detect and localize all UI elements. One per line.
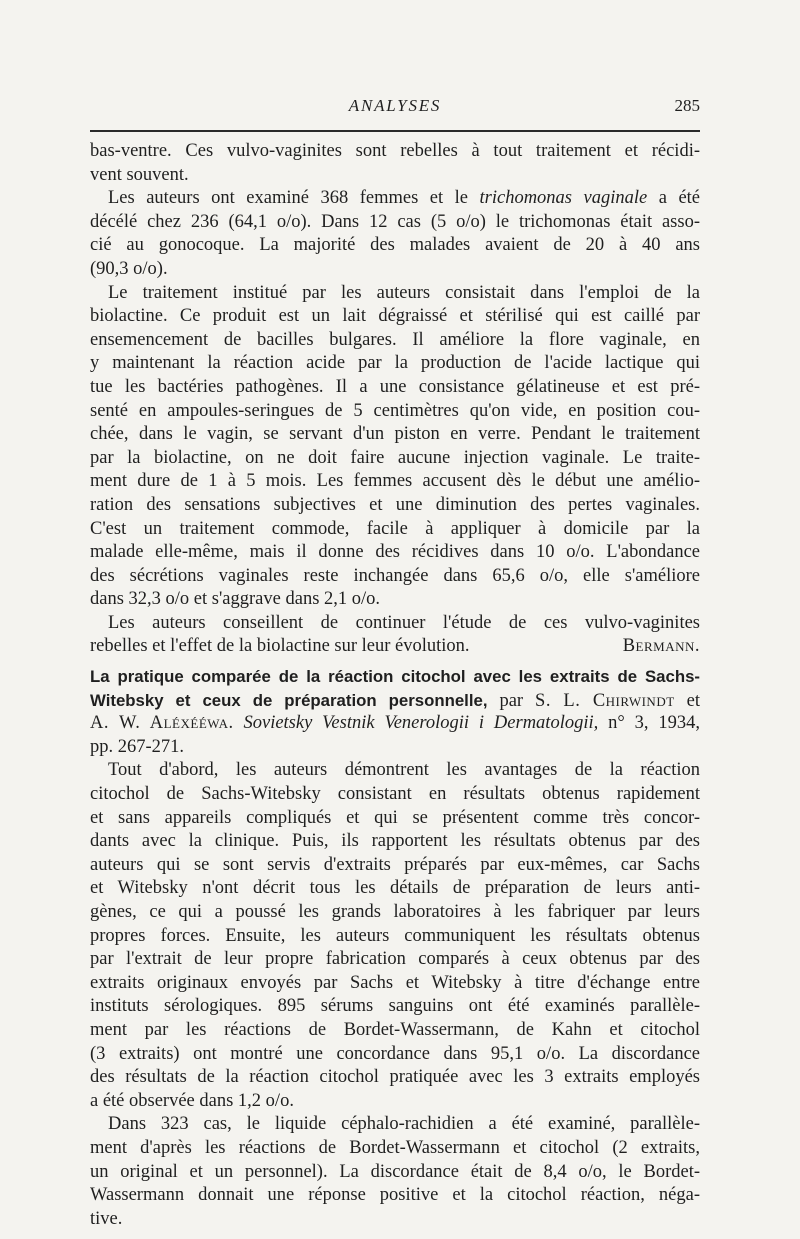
text-line: vent souvent. — [90, 164, 189, 185]
text-line: y maintenant la réaction acide par la production de l'acide lactique qui — [90, 353, 700, 374]
text-line: extraits originaux envoyés par Sachs et Witebsky à titre d'échange entre — [90, 972, 700, 993]
text-line: chée, dans le vagin, se servant d'un piston en verre. Pendant le traitement — [90, 424, 700, 445]
text-line: auteurs qui se sont servis d'extraits préparés par eux-mêmes, car Sachs — [90, 854, 700, 875]
text-line: citochol de Sachs-Witebsky consistant en résultats obtenus rapidement — [90, 784, 700, 805]
text-line: malade elle-même, mais il donne des récidives dans 10 o/o. L'abondance — [90, 542, 700, 563]
page-body — [90, 140, 700, 1231]
text-line: ration des sensations subjectives et une diminution des pertes vaginales. — [90, 494, 700, 515]
text-line: tive. — [90, 1208, 123, 1229]
article-title-line: Witebsky et ceux de préparation personnelle, par S. L. Chirwindt et — [90, 690, 700, 711]
text-line: C'est un traitement commode, facile à appliquer à domicile par la — [90, 518, 700, 539]
text-line: Tout d'abord, les auteurs démontrent les avantages de la réaction — [108, 760, 700, 781]
text-line: dants avec la clinique. Puis, ils rapportent les résultats obtenus par des — [90, 831, 700, 852]
author-name: A. W. Aléxééwa. — [90, 713, 234, 734]
text-line: et sans appareils compliqués et qui se présentent comme très concor- — [90, 807, 700, 828]
text-line: des sécrétions vaginales reste inchangée dans 65,6 o/o, elle s'améliore — [90, 565, 700, 586]
text-line: dans 32,3 o/o et s'aggrave dans 2,1 o/o. — [90, 589, 381, 610]
citation-line: pp. 267-271. — [90, 736, 185, 757]
article-title-line: La pratique comparée de la réaction citochol avec les extraits de Sachs- — [90, 667, 700, 687]
text-line: Wassermann donnait une réponse positive et la citochol réaction, néga- — [90, 1185, 700, 1206]
text-line: ment dure de 1 à 5 mois. Les femmes accusent dès le début une amélio- — [90, 471, 700, 492]
text-line: Les auteurs ont examiné 368 femmes et le trichomonas vaginale a été — [108, 188, 701, 209]
text-line: bas-ventre. Ces vulvo-vaginites sont rebelles à tout traitement et récidi- — [90, 141, 700, 161]
text-line: cié au gonocoque. La majorité des malades avaient de 20 à 40 ans — [90, 235, 700, 256]
text-line: propres forces. Ensuite, les auteurs communiquent les résultats obtenus — [90, 925, 700, 946]
author-name: S. L. Chirwindt — [535, 690, 675, 711]
citation-line: A. W. Aléxééwa. Sovietsky Vestnik Venerologii i Dermatologii, n° 3, 1934, — [90, 713, 700, 734]
text-line: tue les bactéries pathogènes. Il a une consistance gélatineuse et est pré- — [90, 376, 700, 397]
text-line: par la biolactine, on ne doit faire aucune injection vaginale. Le traite- — [90, 447, 700, 468]
running-title: ANALYSES — [348, 96, 442, 115]
reviewer-signature: Bermann. — [622, 636, 700, 657]
journal-name: Sovietsky Vestnik Venerologii i Dermatologii, — [243, 713, 599, 734]
text-line: (3 extraits) ont montré une concordance dans 95,1 o/o. La discordance — [90, 1043, 700, 1064]
running-head — [90, 96, 700, 124]
text-line: ment d'après les réactions de Bordet-Wassermann et citochol (2 extraits, — [90, 1137, 700, 1158]
text-line: Les auteurs conseillent de continuer l'étude de ces vulvo-vaginites — [108, 612, 700, 633]
text-line: des résultats de la réaction citochol pratiquée avec les 3 extraits employés — [90, 1067, 700, 1088]
text-line: a été observée dans 1,2 o/o. — [90, 1090, 294, 1111]
text-line: ment par les réactions de Bordet-Wassermann, de Kahn et citochol — [90, 1019, 700, 1040]
text-line: gènes, ce qui a poussé les grands laboratoires à les fabriquer par leurs — [90, 902, 700, 922]
species-name: trichomonas vaginale — [479, 188, 648, 209]
text-line: ensemencement de bacilles bulgares. Il améliore la flore vaginale, en — [90, 329, 700, 350]
text-line: Dans 323 cas, le liquide céphalo-rachidien a été examiné, parallèle- — [108, 1114, 700, 1135]
text-line: et Witebsky n'ont décrit tous les détails de préparation de leurs anti- — [90, 878, 700, 899]
text-line: Le traitement institué par les auteurs consistait dans l'emploi de la — [108, 282, 700, 303]
text-line: par l'extrait de leur propre fabrication comparés à ceux obtenus par des — [90, 949, 700, 970]
header-rule — [90, 130, 700, 132]
text-line: un original et un personnel). La discordance était de 8,4 o/o, le Bordet- — [90, 1161, 700, 1182]
text-line: biolactine. Ce produit est un lait dégraissé et stérilisé qui est caillé par — [90, 306, 700, 327]
text-line: rebelles et l'effet de la biolactine sur leur évolution. Bermann. — [90, 635, 700, 659]
text-line: décélé chez 236 (64,1 o/o). Dans 12 cas (5 o/o) le trichomonas était asso- — [90, 211, 700, 232]
page-number: 285 — [674, 96, 700, 115]
text-line: (90,3 o/o). — [90, 258, 168, 279]
text-line: senté en ampoules-seringues de 5 centimètres qu'on vide, en position cou- — [90, 400, 700, 421]
text-line: instituts sérologiques. 895 sérums sanguins ont été examinés parallèle- — [90, 996, 700, 1017]
